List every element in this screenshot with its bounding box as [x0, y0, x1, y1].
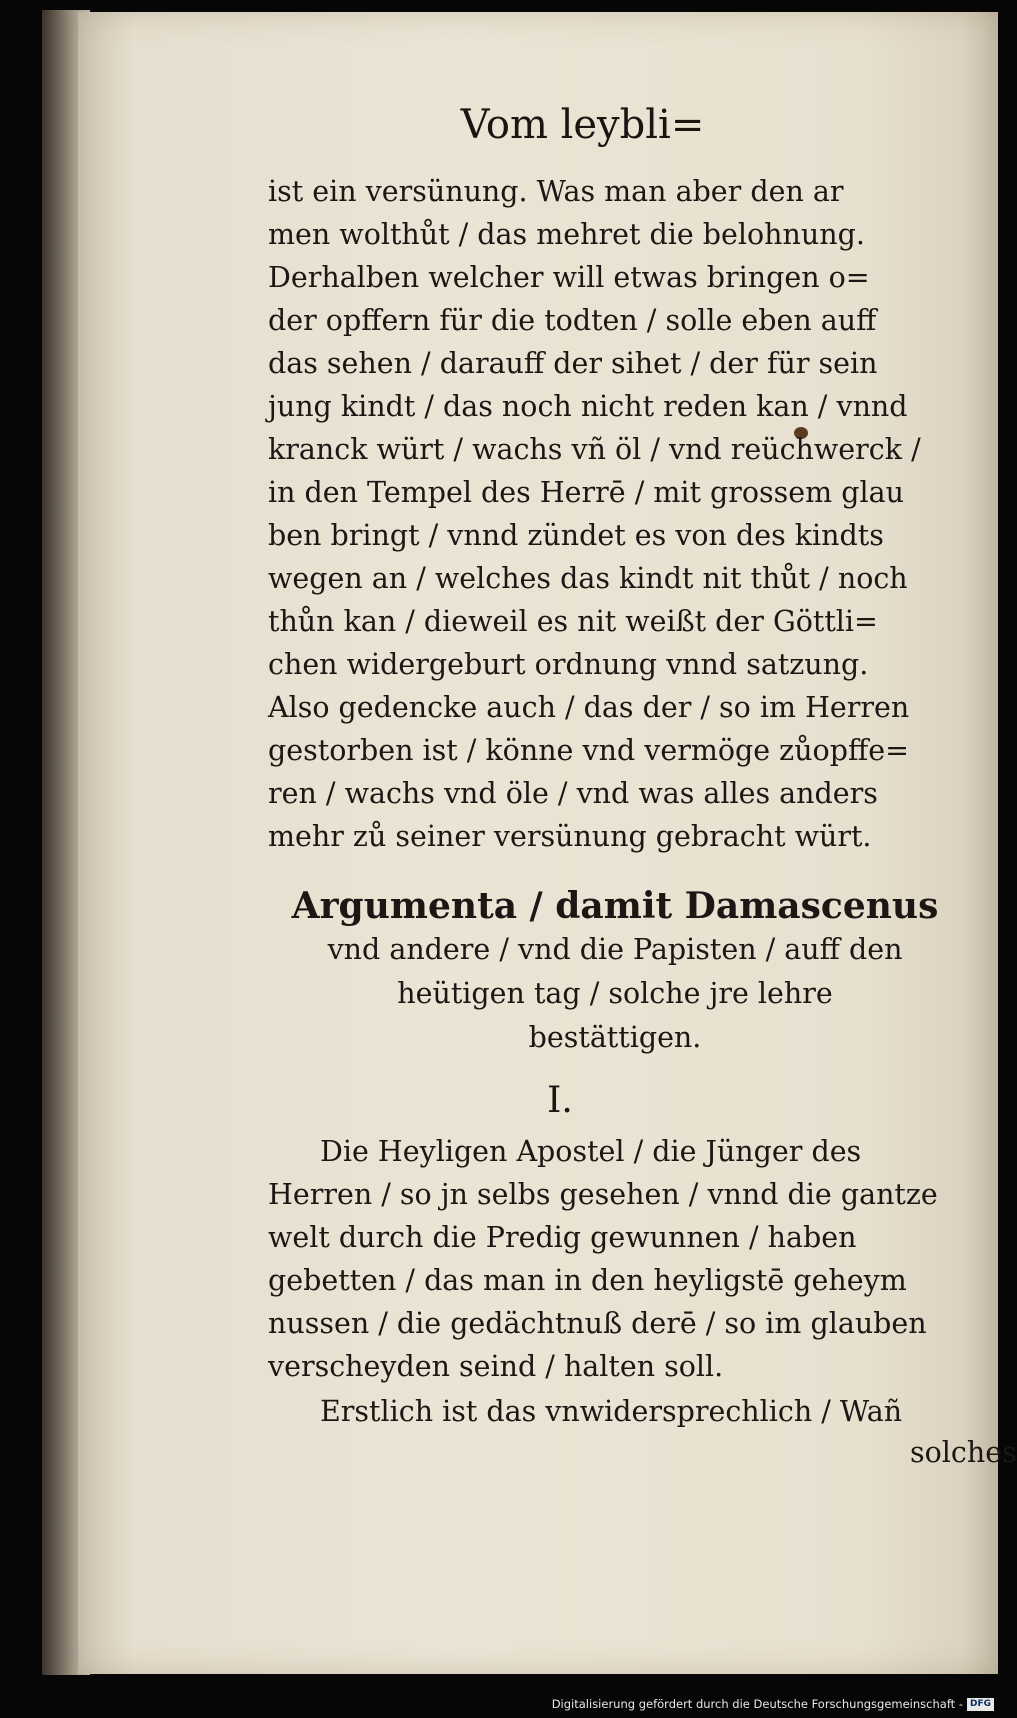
section-numeral: I.	[547, 1080, 573, 1121]
digitization-footer	[552, 1694, 994, 1714]
footer-text: Digitalisierung gefördert durch die Deutsche Forschungsgemeinschaft -	[551, 1697, 963, 1711]
section-heading	[250, 884, 980, 1060]
text-line: ist ein versünung. Was man aber den ar	[268, 175, 844, 208]
text-line: jung kindt / das noch nicht reden kan / vnnd	[268, 390, 908, 423]
text-line: wegen an / welches das kindt nit thůt / noch	[268, 562, 908, 595]
text-line: thůn kan / dieweil es nit weißt der Göttli=	[268, 605, 878, 638]
text-line: das sehen / darauff der sihet / der für sein	[268, 347, 878, 380]
text-line: in den Tempel des Herrē / mit grossem glau	[268, 476, 904, 509]
text-line: verscheyden seind / halten soll.	[268, 1350, 724, 1383]
heading-line: vnd andere / vnd die Papisten / auff den	[327, 933, 903, 966]
text-line: ren / wachs vnd öle / vnd was alles anders	[268, 777, 878, 810]
body-text	[268, 170, 968, 858]
text-line: men wolthůt / das mehret die belohnung.	[268, 218, 865, 251]
running-head: Vom leybli=	[460, 102, 705, 148]
heading-line: heütigen tag / solche jre lehre	[397, 977, 833, 1010]
text-line: der opffern für die todten / solle eben auff	[268, 304, 877, 337]
text-line: welt durch die Predig gewunnen / haben	[268, 1221, 857, 1254]
text-line: nussen / die gedächtnuß derē / so im glauben	[268, 1307, 927, 1340]
catchword: solches	[910, 1436, 1017, 1469]
paragraph-one	[268, 1130, 968, 1388]
text-line: ben bringt / vnnd zündet es von des kindts	[268, 519, 884, 552]
heading-title: Argumenta / damit Damascenus	[291, 885, 939, 927]
dfg-logo-icon: DFG	[967, 1698, 994, 1711]
text-line: kranck würt / wachs vñ öl / vnd reüchwerck /	[268, 433, 921, 466]
text-line: Herren / so jn selbs gesehen / vnnd die gantze	[268, 1178, 938, 1211]
text-line: Erstlich ist das vnwidersprechlich / Wañ	[320, 1395, 903, 1428]
text-line: Also gedencke auch / das der / so im Herren	[268, 691, 910, 724]
heading-line: bestättigen.	[528, 1021, 702, 1054]
text-line: Derhalben welcher will etwas bringen o=	[268, 261, 870, 294]
text-line: Die Heyligen Apostel / die Jünger des	[320, 1135, 862, 1168]
paragraph-two	[268, 1390, 968, 1433]
text-line: chen widergeburt ordnung vnnd satzung.	[268, 648, 869, 681]
text-line: mehr zů seiner versünung gebracht würt.	[268, 820, 872, 853]
text-line: gestorben ist / könne vnd vermöge zůopffe=	[268, 734, 909, 767]
text-line: gebetten / das man in den heyligstē geheym	[268, 1264, 907, 1297]
